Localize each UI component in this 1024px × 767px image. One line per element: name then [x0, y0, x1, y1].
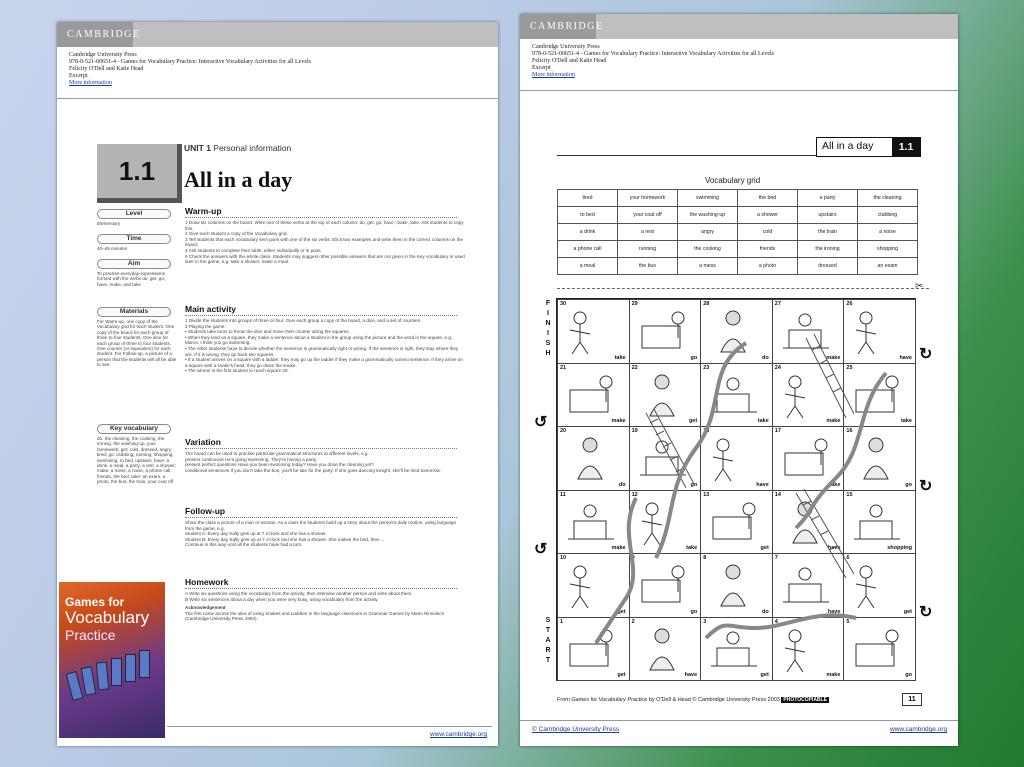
- domino-shape: [96, 662, 109, 691]
- section-body: [185, 520, 465, 548]
- sidebar-heading: Key vocabulary: [97, 424, 171, 434]
- sidebar-text: For Warm-up, one copy of the Vocabulary grid for each student. One copy of the board for each group of three to four students. One dice for each group of three to four students. One counter (or equivalent) for each student. For Follow-up, a picture of a person that the students will all be able to see: [97, 319, 177, 368]
- footer-url[interactable]: www.cambridge.org: [430, 731, 488, 738]
- square-verb: get: [760, 545, 769, 551]
- start-label: [544, 616, 552, 666]
- grid-cell: a mess: [678, 258, 738, 275]
- square-number: 14: [774, 491, 781, 498]
- body-line: Show the class a picture of a man or woman. As a class the students build up a story about the person's daily routine, using language from the game, e.g.: [185, 520, 457, 531]
- divider: [520, 720, 958, 721]
- square-number: 26: [846, 301, 853, 307]
- finish-letter: I: [547, 330, 549, 337]
- square-verb: go: [905, 481, 912, 488]
- sidebar-heading: Time: [97, 234, 171, 244]
- square-number: 18: [703, 428, 710, 434]
- body-line: present perfect questions Have you been swimming today? Have you done the cleaning yet?: [185, 462, 374, 468]
- square-verb: go: [905, 672, 912, 678]
- title-rule: [557, 155, 817, 156]
- unit-tag-title: All in a day: [822, 140, 874, 152]
- section-body: [185, 591, 465, 622]
- body-line: Acknowledgement: [185, 605, 226, 611]
- book-cover-title: Practice: [65, 627, 116, 643]
- start-letter: R: [545, 647, 551, 654]
- square-number: 8: [703, 555, 707, 561]
- snakes-ladders-overlay: [556, 298, 916, 681]
- square-verb: make: [826, 354, 841, 361]
- square-number: 2: [631, 618, 635, 625]
- body-line: 3 Tell students that each vocabulary item goes with one of the six verbs. Elicit two examples and write them in the correct columns on the board.: [185, 236, 463, 248]
- body-line: • Students take turns to throw the dice and move their counter along the squares.: [185, 329, 350, 335]
- square-verb: go: [690, 481, 698, 488]
- grid-cell: dressed: [798, 258, 858, 275]
- grid-cell: angry: [678, 224, 738, 241]
- copyright-book-title: Games for Vocabulary Practice: [571, 697, 648, 703]
- grid-cell: a rest: [618, 224, 678, 241]
- header-bar: [520, 14, 958, 39]
- divider: [167, 726, 492, 727]
- page-title: All in a day: [184, 167, 293, 192]
- square-number: 30: [560, 301, 567, 307]
- body-line: 2 Playing the game:: [185, 323, 226, 329]
- grid-cell: an exam: [858, 258, 918, 275]
- grid-row: [558, 258, 918, 275]
- grid-cell: the cleaning: [858, 190, 918, 207]
- body-line: conditional sentences If you don't take the bus, you'll be late for the party. If she goes dancing tonight, she'll be tired tomorrow.: [185, 467, 441, 473]
- turn-arrow-icon: ↻: [919, 346, 933, 363]
- square-verb: make: [611, 545, 626, 551]
- body-line: Student B: Every day Sally gets up at 7 o'clock and she has a shower. She makes the bed, then ...: [185, 536, 385, 542]
- turn-arrow-icon: ↻: [919, 478, 933, 495]
- square-verb: go: [690, 608, 698, 615]
- square-verb: have: [827, 608, 841, 615]
- grid-cell: a noise: [858, 224, 918, 241]
- grid-cell: the bus: [618, 258, 678, 275]
- body-line: 5 Check the answers with the whole class. Students may suggest other possible answers that are not given in the Key vocabulary or used later in the game, e.g. take a shower, make a meal.: [185, 253, 465, 265]
- grid-cell: swimming: [678, 190, 738, 207]
- meta-line: Cambridge University Press: [69, 52, 137, 58]
- finish-letter: H: [545, 350, 551, 357]
- domino-shape: [139, 650, 150, 678]
- square-number: 20: [560, 428, 567, 434]
- grid-cell: tired: [558, 190, 618, 207]
- square-verb: have: [756, 481, 769, 488]
- grid-cell: a photo: [738, 258, 798, 275]
- body-line: present continuous He's going swimming. They're having a party.: [185, 456, 318, 462]
- square-verb: take: [900, 418, 912, 424]
- sidebar-text: do: the cleaning, the cooking, the ironing, the washing-up, your homework; get: cold, dressed, angry, tired; go: clubbing, running, shopping, swimming, to bed, upstairs; have: a drink, a meal, a party, a rest, a shower; make: a mess, a noise, a phone call, friends, the bed; take: an exam, a photo, the bus, the train, your coat off: [97, 436, 177, 485]
- copyright-line: [557, 697, 829, 703]
- divider: [57, 98, 498, 99]
- copyright-suffix: by O'Dell & Head © Cambridge University Press 2003: [647, 697, 780, 703]
- book-cover-image: [59, 582, 165, 738]
- square-number: 10: [560, 555, 567, 561]
- grid-cell: a phone call: [558, 241, 618, 258]
- square-number: 4: [774, 618, 778, 625]
- meta-line: Felicity O'Dell and Katie Head: [532, 58, 607, 64]
- brand-logo: CAMBRIDGE: [57, 22, 133, 47]
- square-verb: have: [684, 672, 698, 678]
- square-number: 12: [631, 491, 638, 498]
- square-number: 17: [774, 428, 781, 434]
- sidebar-text: To practise everyday expressions formed with the verbs do, get, go, have, make, and take: [97, 271, 166, 287]
- grid-cell: the ironing: [798, 241, 858, 258]
- unit-tag: [816, 137, 921, 157]
- meta-line: 978-0-521-00651-4 - Games for Vocabulary Practice: Interactive Vocabulary Activities for all Levels: [532, 51, 774, 57]
- meta-line: Excerpt: [532, 65, 551, 71]
- grid-cell: cold: [738, 224, 798, 241]
- square-number: 5: [846, 618, 850, 625]
- turn-arrow-icon: ↺: [534, 414, 548, 431]
- grid-cell: the train: [798, 224, 858, 241]
- start-letter: T: [545, 627, 551, 634]
- sidebar-text: Elementary: [97, 221, 121, 226]
- grid-cell: clubbing: [858, 207, 918, 224]
- ladder-icon: [806, 334, 854, 418]
- square-number: 23: [703, 364, 710, 371]
- body-line: 2 Give each student a copy of the Vocabulary grid.: [185, 231, 288, 237]
- body-line: A Write six questions using the vocabulary from the activity, then interview another person and write about them.: [185, 591, 413, 596]
- square-number: 13: [703, 491, 710, 498]
- section-rule: [185, 448, 457, 449]
- sidebar-heading: Aim: [97, 259, 171, 269]
- square-verb: take: [614, 354, 626, 361]
- finish-label: [544, 299, 552, 359]
- sidebar-heading: Level: [97, 209, 171, 219]
- grid-row: [558, 190, 918, 207]
- grid-row: [558, 241, 918, 258]
- square-number: 16: [846, 428, 853, 434]
- body-line: • If a student arrives on a square with a ladder, they may go up the ladder if they make a grammatically correct sentence. If they arrive on a square with a snake's head, they go down the snake.: [185, 357, 463, 368]
- book-cover-title: Vocabulary: [65, 608, 150, 627]
- square-verb: make: [826, 418, 841, 424]
- scissors-icon: ✂: [915, 281, 924, 292]
- square-verb: get: [688, 418, 698, 424]
- square-verb: get: [760, 672, 769, 678]
- domino-shape: [66, 671, 84, 701]
- square-verb: take: [757, 418, 769, 424]
- square-number: 19: [631, 428, 638, 434]
- ladder-icon: [646, 409, 694, 488]
- square-number: 27: [774, 301, 781, 307]
- body-line: The board can be used to practise particular grammatical structures at different levels, e.g.: [185, 451, 369, 456]
- footer-url[interactable]: www.cambridge.org: [890, 726, 948, 733]
- section-rule: [185, 517, 457, 518]
- start-letter: S: [545, 617, 551, 624]
- square-number: 6: [846, 555, 850, 561]
- section-body: [185, 451, 465, 473]
- grid-cell: a drink: [558, 224, 618, 241]
- body-line: The first came across the idea of using Snakes and Ladders in the language classroom in Grammar Games by Mario Rinvolucri (Cambridge University Press 1984).: [185, 610, 445, 622]
- body-line: 1 Divide the students into groups of three or four. Give each group a copy of the board, a dice, and a set of counters.: [185, 318, 422, 323]
- grid-row: [558, 207, 918, 224]
- unit-heading: [184, 143, 291, 153]
- square-number: 15: [846, 491, 853, 498]
- body-line: • When they land on a square, they make a sentence about a student in the group using the picture and the word in the square, e.g. Marco, I think you go swimming.: [185, 334, 453, 346]
- cut-line: [557, 288, 929, 289]
- square-verb: do: [762, 608, 769, 615]
- body-line: 1 Draw six columns on the board. Write one of these verbs at the top of each column: do, get, go, have, make, take. Ask students to copy this.: [185, 220, 464, 231]
- copyright-prefix: From: [557, 697, 572, 703]
- snake-icon: [706, 615, 856, 638]
- book-cover-title: Games for: [65, 595, 125, 609]
- grid-cell: to bed: [558, 207, 618, 224]
- section-heading: Warm-up: [185, 206, 222, 216]
- brand-logo: CAMBRIDGE: [520, 14, 596, 39]
- square-verb: go: [690, 354, 698, 361]
- grid-cell: running: [618, 241, 678, 258]
- grid-cell: your coat off: [618, 207, 678, 224]
- body-line: B Write six sentences about a day when you were very busy, using vocabulary from the activity.: [185, 596, 379, 602]
- section-heading: Variation: [185, 437, 221, 447]
- cup-link[interactable]: © Cambridge University Press: [532, 726, 620, 733]
- grid-cell: the bed: [738, 190, 798, 207]
- square-number: 1: [560, 618, 564, 625]
- unit-number-box: 1.1: [97, 144, 182, 203]
- finish-letter: I: [547, 310, 549, 317]
- section-heading: Homework: [185, 577, 229, 587]
- meta-line: Excerpt: [69, 73, 88, 79]
- snake-icon: [796, 373, 886, 528]
- grid-cell: the washing-up: [678, 207, 738, 224]
- meta-line: Felicity O'Dell and Katie Head: [69, 66, 144, 72]
- left-page: [57, 22, 498, 746]
- square-verb: shopping: [887, 545, 912, 551]
- finish-letter: S: [545, 340, 551, 347]
- square-verb: have: [827, 545, 841, 551]
- ladder-icon: [796, 489, 854, 578]
- square-number: 7: [774, 555, 778, 561]
- square-verb: make: [611, 418, 626, 424]
- snake-icon: [656, 343, 746, 558]
- body-line: • The winner is the first student to reach square 30.: [185, 368, 289, 374]
- right-page: [520, 14, 958, 746]
- snake-icon: [596, 498, 636, 643]
- square-number: 9: [631, 555, 635, 561]
- body-line: Continue in this way until all the students have had a turn.: [185, 542, 303, 548]
- square-verb: take: [829, 481, 841, 488]
- square-verb: do: [618, 481, 626, 488]
- section-heading: Follow-up: [185, 506, 226, 516]
- section-rule: [185, 588, 457, 589]
- square-verb: do: [762, 354, 769, 361]
- finish-letter: F: [545, 300, 551, 307]
- grid-row: [558, 224, 918, 241]
- turn-arrow-icon: ↻: [919, 604, 933, 621]
- photocopiable-badge: PHOTOCOPIABLE: [783, 697, 827, 703]
- turn-arrow-icon: ↺: [534, 541, 548, 558]
- section-rule: [185, 315, 457, 316]
- square-number: 29: [631, 301, 638, 307]
- page-number: 11: [902, 693, 922, 706]
- square-verb: take: [686, 545, 698, 551]
- body-line: Student A: Every day Sally gets up at 7 o'clock and she has a shower.: [185, 531, 327, 537]
- grid-cell: the cooking: [678, 241, 738, 258]
- section-rule: [185, 217, 457, 218]
- unit-topic: Personal information: [213, 143, 292, 153]
- square-verb: get: [617, 608, 626, 615]
- publication-meta: [532, 44, 774, 79]
- domino-shape: [125, 654, 136, 682]
- square-number: 11: [560, 491, 566, 498]
- square-verb: get: [617, 672, 626, 678]
- vocabulary-grid: [557, 189, 918, 275]
- grid-title: Vocabulary grid: [705, 176, 761, 185]
- square-number: 3: [703, 618, 707, 625]
- grid-cell: friends: [738, 241, 798, 258]
- unit-tag-number: 1.1: [892, 138, 920, 156]
- grid-cell: a shower: [738, 207, 798, 224]
- grid-cell: shopping: [858, 241, 918, 258]
- header-bar: [57, 22, 498, 47]
- divider: [520, 90, 958, 91]
- square-number: 22: [631, 364, 638, 371]
- sidebar-heading: Materials: [97, 307, 171, 317]
- more-info-link[interactable]: More information: [532, 72, 575, 78]
- start-letter: A: [545, 637, 551, 644]
- square-verb: make: [826, 672, 841, 678]
- section-body: [185, 318, 465, 374]
- square-number: 25: [846, 364, 853, 371]
- square-verb: get: [903, 608, 912, 615]
- domino-shape: [111, 658, 122, 686]
- section-body: [185, 220, 465, 265]
- grid-cell: a party: [798, 190, 858, 207]
- unit-label: UNIT 1: [184, 143, 211, 153]
- more-info-link[interactable]: More information: [69, 80, 112, 86]
- square-number: 28: [703, 301, 710, 307]
- sidebar-text: 40–45 minutes: [97, 246, 128, 251]
- body-line: 4 Ask students to complete their table, either individually or in pairs.: [185, 247, 322, 253]
- grid-cell: a meal: [558, 258, 618, 275]
- grid-cell: upstairs: [798, 207, 858, 224]
- body-line: • The other students have to decide whether the sentence is grammatically right or wrong. If the sentence is right, they stay where they are. If it is wrong, they go back two squares.: [185, 345, 459, 357]
- meta-line: 978-0-521-00651-4 - Games for Vocabulary Practice: Interactive Vocabulary Activities for all Levels: [69, 59, 311, 65]
- domino-shape: [81, 666, 97, 695]
- square-number: 21: [560, 364, 567, 371]
- publication-meta: [69, 52, 311, 87]
- square-number: 24: [774, 364, 781, 371]
- square-verb: have: [899, 354, 912, 361]
- start-letter: T: [545, 657, 551, 664]
- section-heading: Main activity: [185, 304, 237, 314]
- grid-cell: your homework: [618, 190, 678, 207]
- finish-letter: N: [545, 320, 551, 327]
- meta-line: Cambridge University Press: [532, 44, 600, 50]
